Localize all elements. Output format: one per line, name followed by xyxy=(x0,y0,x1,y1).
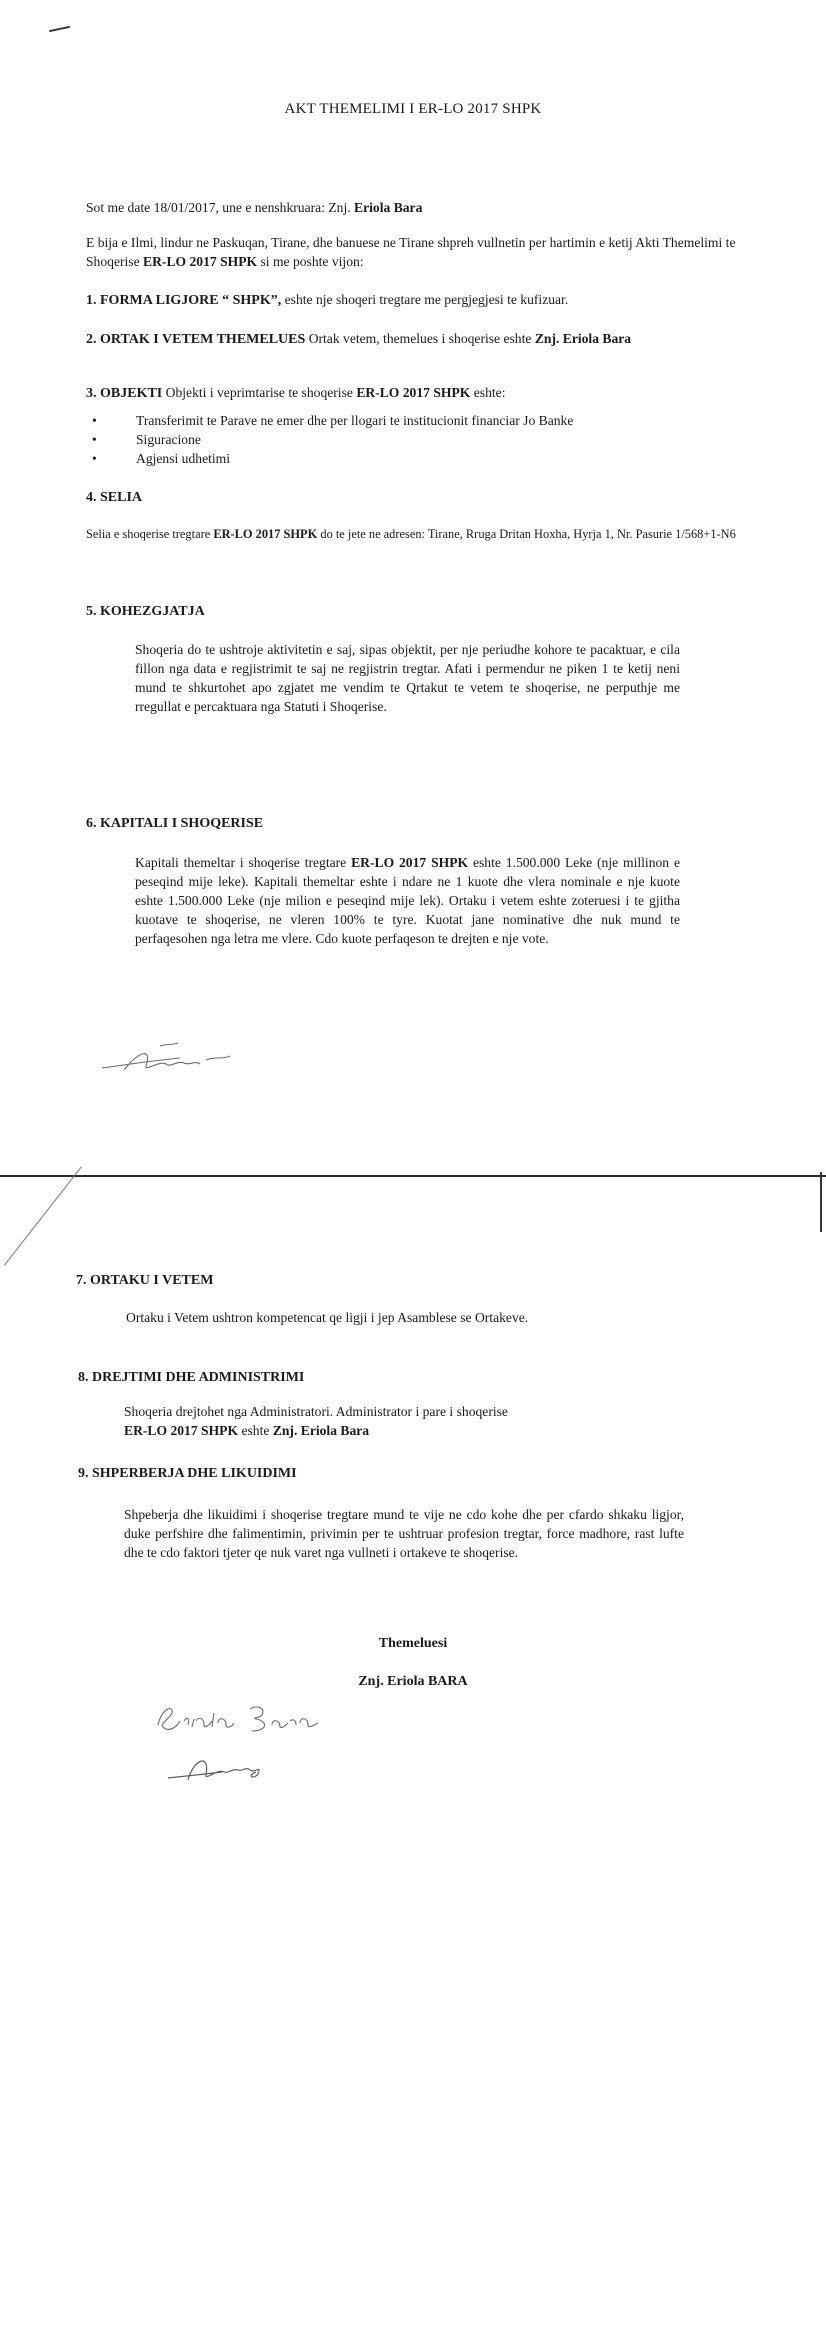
section-6-text-end: eshte 1.500.000 Leke (nje millinon e peseqind mije leke). Kapitali themeltar eshte i ndare ne 1 kuote dhe vlera nominale e nje kuote eshte 1.500.000 Leke (nje milion e peseqind mije lek). Ortaku i vetem eshte zoteruesi i te gjitha kuotave te shoqerise, ne vleren 100% te tyre. Kuotat jane nominative dhe nuk mund te perfaqesohen nga letra me vlere. Cdo kuote perfaqeson te drejten e nje vote. xyxy=(135,855,680,946)
section-4-text xyxy=(86,525,736,544)
section-6-company: ER-LO 2017 SHPK xyxy=(351,855,469,870)
section-3-heading: 3. OBJEKTI xyxy=(86,386,163,401)
section-3-text-end: eshte: xyxy=(473,385,506,400)
handwritten-signature-initials xyxy=(100,1030,250,1080)
section-3-company: ER-LO 2017 SHPK xyxy=(356,385,471,400)
section-1 xyxy=(86,290,736,310)
section-4-company: ER-LO 2017 SHPK xyxy=(213,527,318,541)
section-3-text: Objekti i veprimtarise te shoqerise xyxy=(165,385,353,400)
list-item: • Siguracione xyxy=(92,430,742,449)
intro-paragraph-end: si me poshte vijon: xyxy=(260,254,364,269)
section-8-text-start: Shoqeria drejtohet nga Administratori. Administrator i pare i shoqerise xyxy=(124,1404,508,1419)
section-8-heading: 8. DREJTIMI DHE ADMINISTRIMI xyxy=(78,1370,305,1385)
section-2 xyxy=(86,329,716,349)
list-item: • Transferimit te Parave ne emer dhe per llogari te institucionit financiar Jo Banke xyxy=(92,411,742,430)
handwritten-name xyxy=(152,1695,352,1745)
handwritten-signature xyxy=(166,1740,296,1790)
closing-founder-name: Znj. Eriola BARA xyxy=(358,1674,468,1689)
section-2-text: Ortak vetem, themelues i shoqerise eshte xyxy=(308,331,532,346)
section-9-heading: 9. SHPERBERJA DHE LIKUIDIMI xyxy=(78,1466,297,1481)
section-4-address: do te jete ne adresen: Tirane, Rruga Dritan Hoxha, Hyrja 1, Nr. Pasurie 1/568+1-N6 xyxy=(320,527,736,541)
section-8-text xyxy=(124,1402,604,1440)
section-2-founder-name: Znj. Eriola Bara xyxy=(534,331,632,346)
document-page-2 xyxy=(0,1150,826,2338)
section-6-heading: 6. KAPITALI I SHOQERISE xyxy=(86,816,264,831)
section-3-activity-list xyxy=(92,411,742,468)
section-4-heading: 4. SELIA xyxy=(86,490,143,505)
section-8-company: ER-LO 2017 SHPK xyxy=(124,1423,239,1438)
company-name: ER-LO 2017 SHPK xyxy=(143,254,258,269)
section-9-text: Shpeberja dhe likuidimi i shoqerise tregtare mund te vije ne cdo kohe dhe per cfardo shkaku ligjor, duke perfshire dhe falimentimin, privimin per te ushtruar profesion tregtar, force madhore, rast lufte dhe te cdo faktori tjeter qe nuk varet nga vullneti i ortakeve te shoqerise. xyxy=(124,1507,684,1560)
section-1-heading: 1. FORMA LIGJORE “ SHPK”, xyxy=(86,293,282,308)
section-7-text: Ortaku i Vetem ushtron kompetencat qe ligji i jep Asamblese se Ortakeve. xyxy=(126,1310,529,1325)
intro-paragraph-text: E bija e Ilmi, lindur ne Paskuqan, Tirane, dhe banuese ne Tirane shpreh vullnetin per hartimin e ketij Akti Themelimi te Shoqerise xyxy=(86,235,736,269)
scan-right-edge-line xyxy=(820,1172,822,1232)
scan-mark-line xyxy=(49,26,70,32)
closing-label: Themeluesi xyxy=(378,1636,448,1651)
section-6-text-start: Kapitali themeltar i shoqerise tregtare xyxy=(135,855,347,870)
founder-name: Eriola Bara xyxy=(354,200,423,215)
section-7-heading: 7. ORTAKU I VETEM xyxy=(76,1273,214,1288)
document-title: AKT THEMELIMI I ER-LO 2017 SHPK xyxy=(284,101,542,117)
section-2-heading: 2. ORTAK I VETEM THEMELUES xyxy=(86,332,306,347)
section-5-text: Shoqeria do te ushtroje aktivitetin e saj, sipas objektit, per nje periudhe kohore te pacaktuar, e cila fillon nga data e regjistrimit te saj ne regjistrin tregtar. Afati i permendur ne piken 1 te ketij neni mund te shkurtohet apo zgjatet me vendim te Qrtakut te vetem te shoqerise, ne perputhje me rregullat e percaktuara nga Statuti i Shoqerise. xyxy=(135,642,680,714)
section-1-text: eshte nje shoqeri tregtare me pergjegjesi te kufizuar. xyxy=(284,292,569,307)
intro-date-text: Sot me date 18/01/2017, une e nenshkruara: Znj. xyxy=(86,200,351,215)
section-4-text-start: Selia e shoqerise tregtare xyxy=(86,527,211,541)
section-6-text xyxy=(135,853,680,948)
intro-date-line xyxy=(86,198,726,217)
section-5-heading: 5. KOHEZGJATJA xyxy=(86,604,205,619)
scan-top-edge-line xyxy=(0,1175,826,1177)
list-item: • Agjensi udhetimi xyxy=(92,449,742,468)
section-8-administrator-name: Znj. Eriola Bara xyxy=(272,1423,370,1438)
scan-diagonal-line xyxy=(4,1166,82,1265)
section-8-text-mid: eshte xyxy=(241,1423,270,1438)
section-3 xyxy=(86,383,736,403)
intro-paragraph xyxy=(86,233,736,271)
document-page-1 xyxy=(0,0,826,1150)
